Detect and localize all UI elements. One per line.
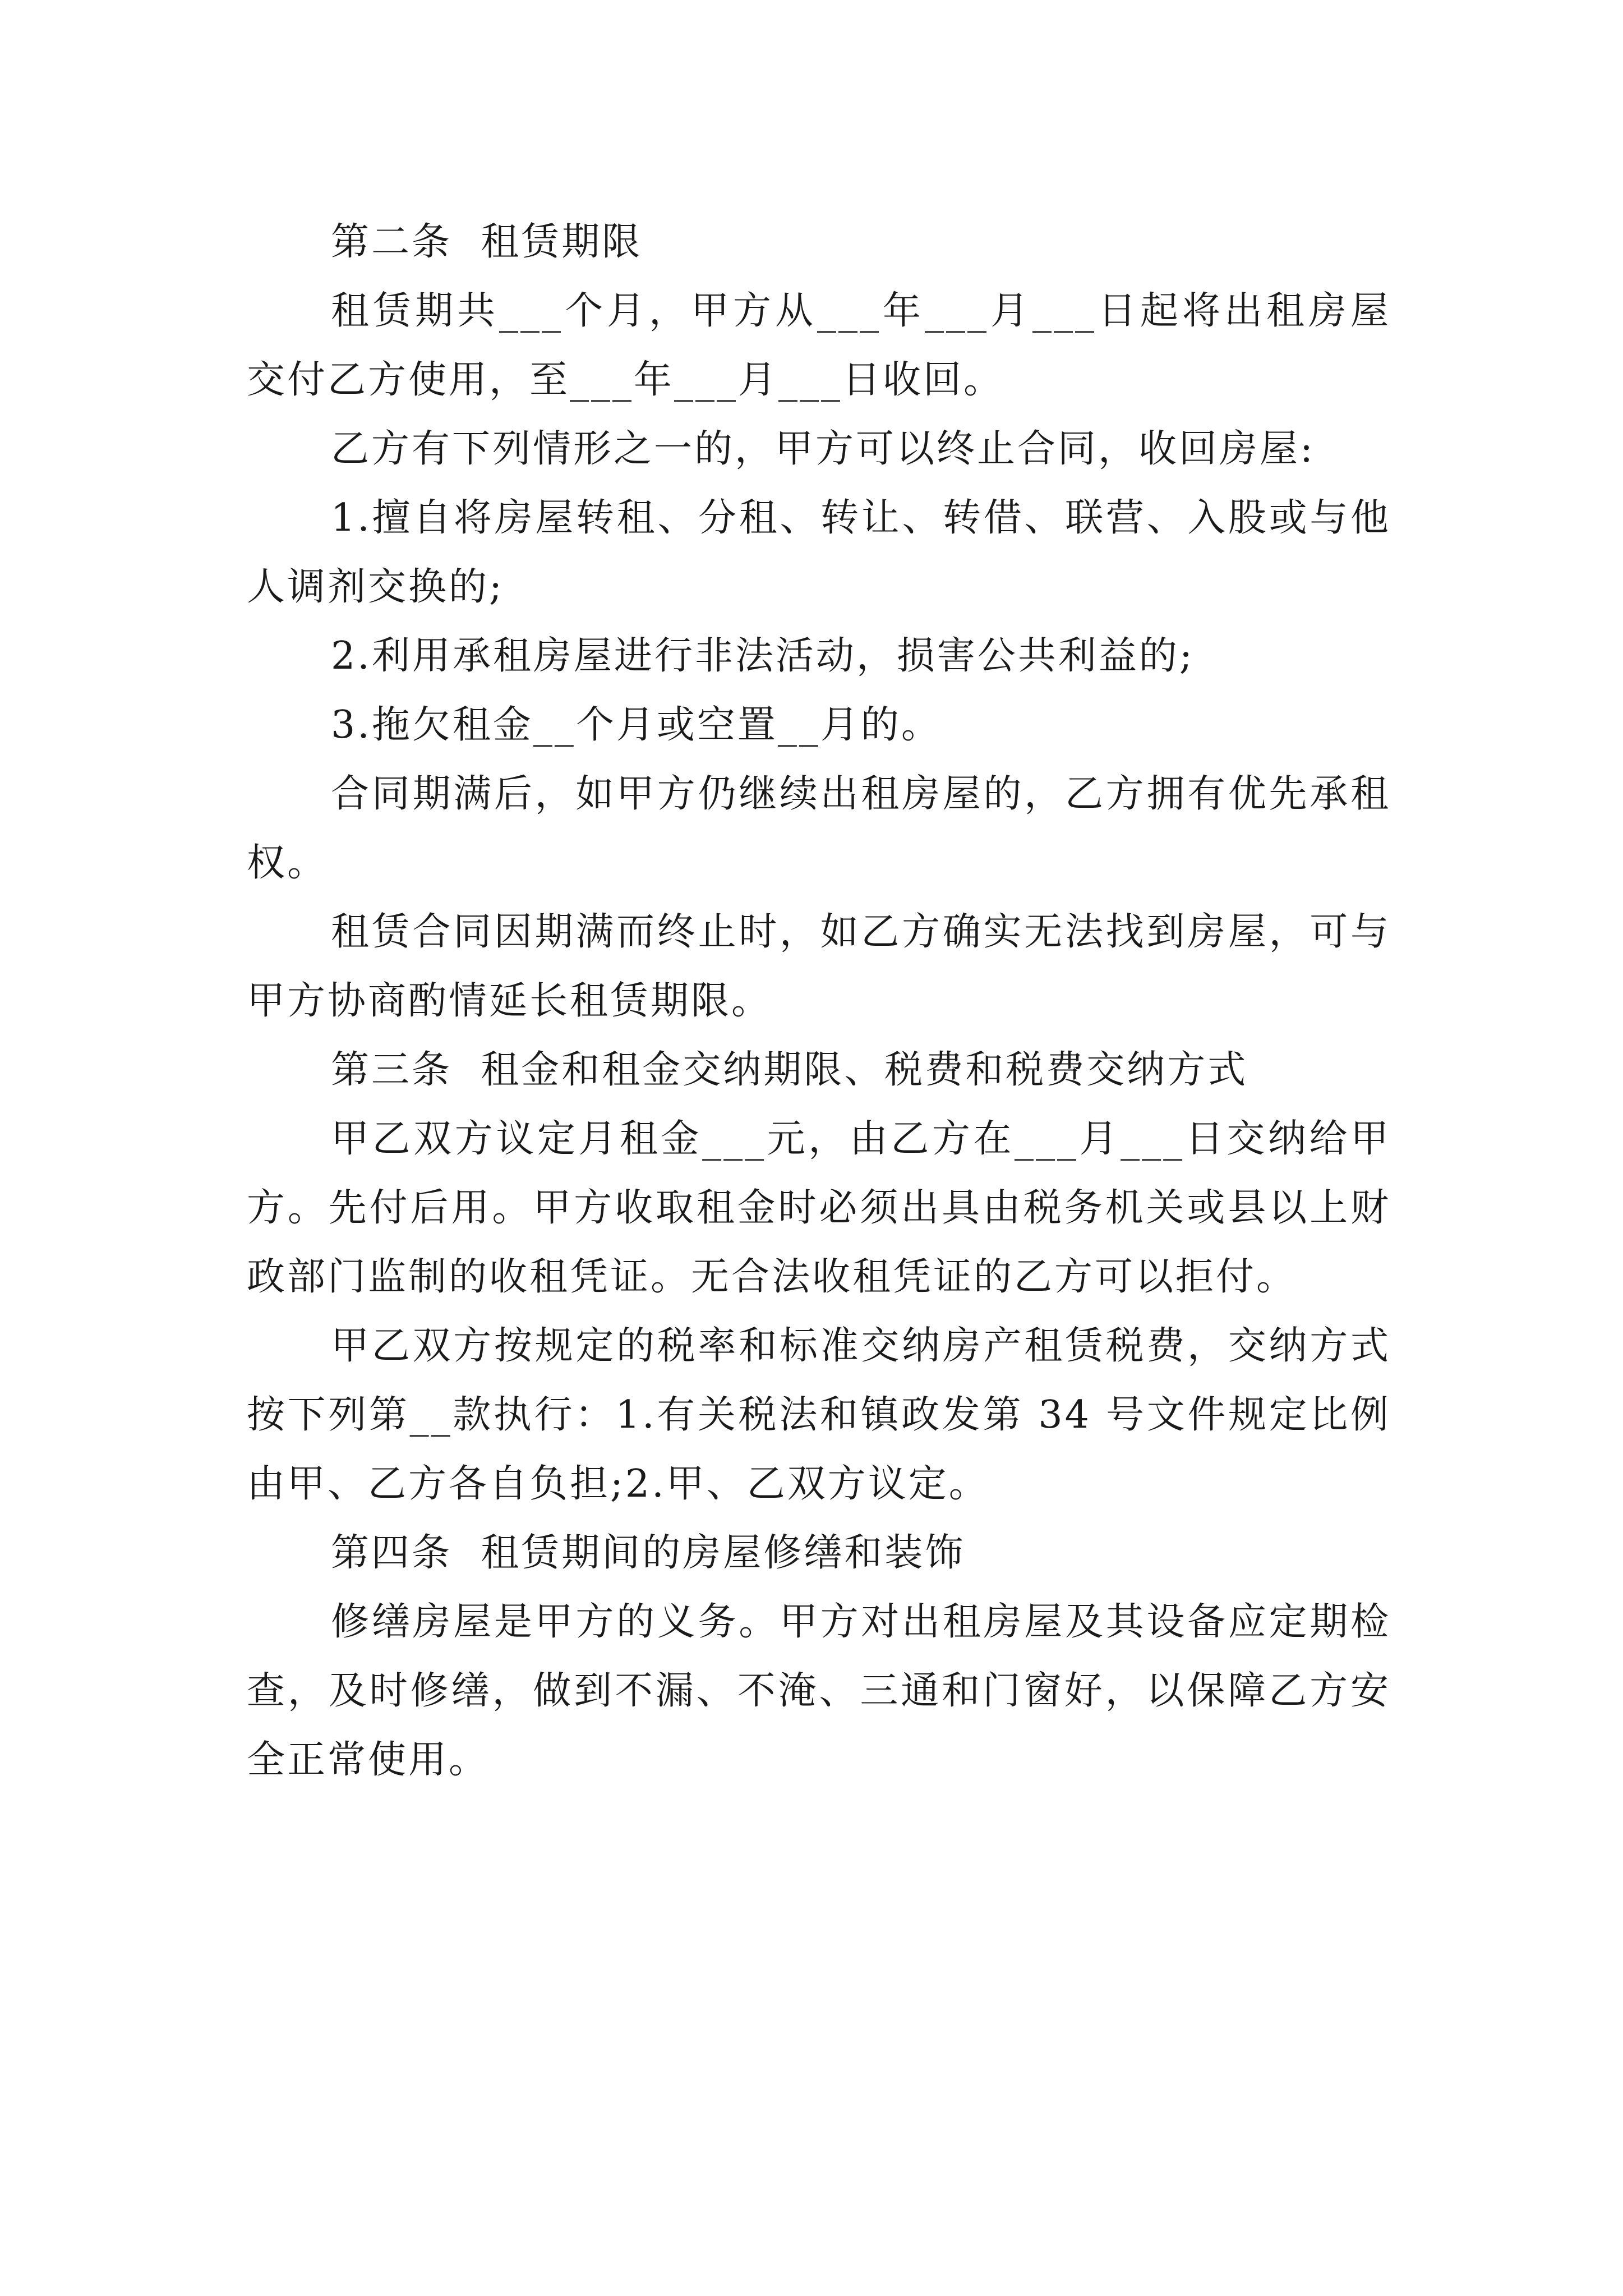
rent-payment-paragraph: 甲乙双方议定月租金___元，由乙方在___月___日交纳给甲方。先付后用。甲方收取租金时必须出具由税务机关或县以上财政部门监制的收租凭证。无合法收租凭证的乙方可以拒付。 bbox=[247, 1117, 1391, 1299]
termination-condition-3: 3.拖欠租金__个月或空置__月的。 bbox=[331, 703, 942, 747]
article-3-heading: 第三条 租金和租金交纳期限、税费和税费交纳方式 bbox=[331, 1048, 1248, 1092]
tax-payment-paragraph: 甲乙双方按规定的税率和标准交纳房产租赁税费，交纳方式按下列第__款执行：1.有关税法和镇政发第 34 号文件规定比例由甲、乙方各自负担;2.甲、乙双方议定。 bbox=[247, 1324, 1391, 1506]
document-body bbox=[247, 208, 1391, 1795]
termination-condition-1: 1.擅自将房屋转租、分租、转让、转借、联营、入股或与他人调剂交换的; bbox=[247, 496, 1391, 609]
article-2-heading: 第二条 租赁期限 bbox=[331, 220, 643, 264]
termination-conditions-intro: 乙方有下列情形之一的，甲方可以终止合同，收回房屋: bbox=[331, 427, 1315, 471]
repair-obligation-paragraph: 修缮房屋是甲方的义务。甲方对出租房屋及其设备应定期检查，及时修缮，做到不漏、不淹、三通和门窗好，以保障乙方安全正常使用。 bbox=[247, 1600, 1391, 1782]
article-4-heading: 第四条 租赁期间的房屋修缮和装饰 bbox=[331, 1531, 966, 1575]
extension-paragraph: 租赁合同因期满而终止时，如乙方确实无法找到房屋，可与甲方协商酌情延长租赁期限。 bbox=[247, 910, 1391, 1023]
priority-renewal-paragraph: 合同期满后，如甲方仍继续出租房屋的，乙方拥有优先承租权。 bbox=[247, 772, 1391, 885]
termination-condition-2: 2.利用承租房屋进行非法活动，损害公共利益的; bbox=[331, 634, 1195, 678]
lease-term-paragraph: 租赁期共___个月，甲方从___年___月___日起将出租房屋交付乙方使用，至___年___月___日收回。 bbox=[247, 289, 1391, 402]
